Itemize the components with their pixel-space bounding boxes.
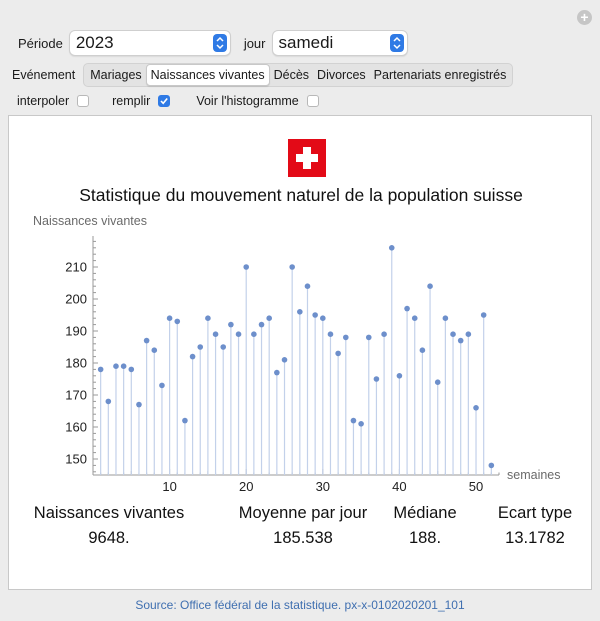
y-tick-label: 190 xyxy=(65,323,87,339)
stat-mean-label: Moyenne par jour xyxy=(238,504,368,522)
select-arrows-icon xyxy=(390,34,404,52)
tab-naissances-vivantes[interactable]: Naissances vivantes xyxy=(146,64,270,86)
data-point xyxy=(274,370,280,376)
stat-median-value: 188. xyxy=(408,529,442,547)
data-point xyxy=(151,347,157,353)
interpoler-label: interpoler xyxy=(17,94,70,108)
y-tick-label: 160 xyxy=(65,419,87,435)
event-tabs xyxy=(83,63,513,87)
y-tick-label: 200 xyxy=(65,291,87,307)
remplir-label: remplir xyxy=(112,94,151,108)
x-axis-label: semaines xyxy=(507,468,561,482)
data-point xyxy=(374,376,380,382)
checkmark-icon xyxy=(159,96,169,106)
remplir-checkbox[interactable] xyxy=(158,95,170,107)
x-tick-label: 40 xyxy=(392,479,407,494)
data-point xyxy=(282,357,288,363)
y-tick-label: 170 xyxy=(65,387,87,403)
data-point xyxy=(266,315,272,321)
data-point xyxy=(259,322,265,328)
periode-value: 2023 xyxy=(75,33,114,52)
stat-stddev-label: Ecart type xyxy=(497,504,573,522)
data-point xyxy=(312,312,318,318)
data-point xyxy=(335,351,341,357)
data-point xyxy=(305,283,311,289)
histogramme-label: Voir l'histogramme xyxy=(196,94,299,108)
data-point xyxy=(343,335,349,341)
stat-mean xyxy=(213,504,393,548)
data-point xyxy=(435,379,441,385)
data-point xyxy=(381,331,387,337)
data-point xyxy=(205,315,211,321)
stem-chart xyxy=(9,116,593,516)
source-link[interactable]: Source: Office fédéral de la statistique. px-x-0102020201_101 xyxy=(135,598,465,612)
data-point xyxy=(358,421,364,427)
y-axis-label: Naissances vivantes xyxy=(33,214,147,228)
interpoler-checkbox[interactable] xyxy=(77,95,89,107)
periode-select[interactable] xyxy=(69,30,231,56)
data-point xyxy=(420,347,426,353)
data-point xyxy=(404,306,410,312)
data-point xyxy=(159,383,165,389)
stat-total-value: 9648. xyxy=(88,529,130,547)
data-point xyxy=(297,309,303,315)
data-point xyxy=(243,264,249,270)
jour-value: samedi xyxy=(278,33,334,52)
stat-median xyxy=(375,504,475,548)
data-point xyxy=(182,418,188,424)
data-point xyxy=(450,331,456,337)
data-point xyxy=(98,367,104,373)
data-point xyxy=(144,338,150,344)
stat-stddev-value: 13.1782 xyxy=(505,529,565,547)
data-point xyxy=(113,363,119,369)
jour-label: jour xyxy=(243,35,266,51)
data-point xyxy=(397,373,403,379)
stat-total-label: Naissances vivantes xyxy=(33,504,185,522)
data-point xyxy=(236,331,242,337)
data-point xyxy=(351,418,357,424)
data-point xyxy=(228,322,234,328)
data-point xyxy=(129,367,135,373)
data-point xyxy=(190,354,196,360)
y-tick-label: 210 xyxy=(65,259,87,275)
y-tick-label: 150 xyxy=(65,451,87,467)
histogramme-checkbox[interactable] xyxy=(307,95,319,107)
data-point xyxy=(220,344,226,350)
jour-select[interactable] xyxy=(272,30,408,56)
data-point xyxy=(481,312,487,318)
stat-median-label: Médiane xyxy=(393,504,457,522)
data-point xyxy=(473,405,479,411)
evenement-label: Evénement xyxy=(12,68,76,82)
event-row xyxy=(12,63,513,87)
data-point xyxy=(174,319,180,325)
data-point xyxy=(251,331,257,337)
data-point xyxy=(213,331,219,337)
x-tick-label: 30 xyxy=(315,479,331,494)
data-point xyxy=(443,315,449,321)
tab-partenariats[interactable]: Partenariats enregistrés xyxy=(373,68,507,82)
data-point xyxy=(427,283,433,289)
tab-mariages[interactable]: Mariages xyxy=(90,68,142,82)
x-tick-label: 20 xyxy=(238,479,254,494)
stat-mean-value: 185.538 xyxy=(273,529,333,547)
data-point xyxy=(458,338,464,344)
data-point xyxy=(412,315,418,321)
select-arrows-icon xyxy=(213,34,227,52)
data-point xyxy=(366,335,372,341)
data-point xyxy=(489,463,495,469)
y-tick-label: 180 xyxy=(65,355,87,371)
periode-label: Période xyxy=(18,35,63,51)
x-tick-label: 50 xyxy=(468,479,484,494)
chart-title: Statistique du mouvement naturel de la population suisse xyxy=(79,185,523,205)
data-point xyxy=(466,331,472,337)
period-row xyxy=(18,30,408,56)
data-point xyxy=(328,331,334,337)
data-point xyxy=(121,363,127,369)
add-icon[interactable]: + xyxy=(577,10,592,25)
data-point xyxy=(106,399,112,405)
stat-stddev xyxy=(485,504,585,548)
data-point xyxy=(197,344,203,350)
x-tick-label: 10 xyxy=(162,479,177,494)
data-point xyxy=(389,245,395,251)
data-point xyxy=(320,315,326,321)
output-panel xyxy=(8,115,592,590)
data-point xyxy=(167,315,173,321)
options-row xyxy=(17,94,319,108)
data-point xyxy=(136,402,142,408)
data-point xyxy=(289,264,295,270)
stat-total xyxy=(19,504,199,548)
tab-deces[interactable]: Décès xyxy=(273,68,310,82)
tab-divorces[interactable]: Divorces xyxy=(317,68,366,82)
